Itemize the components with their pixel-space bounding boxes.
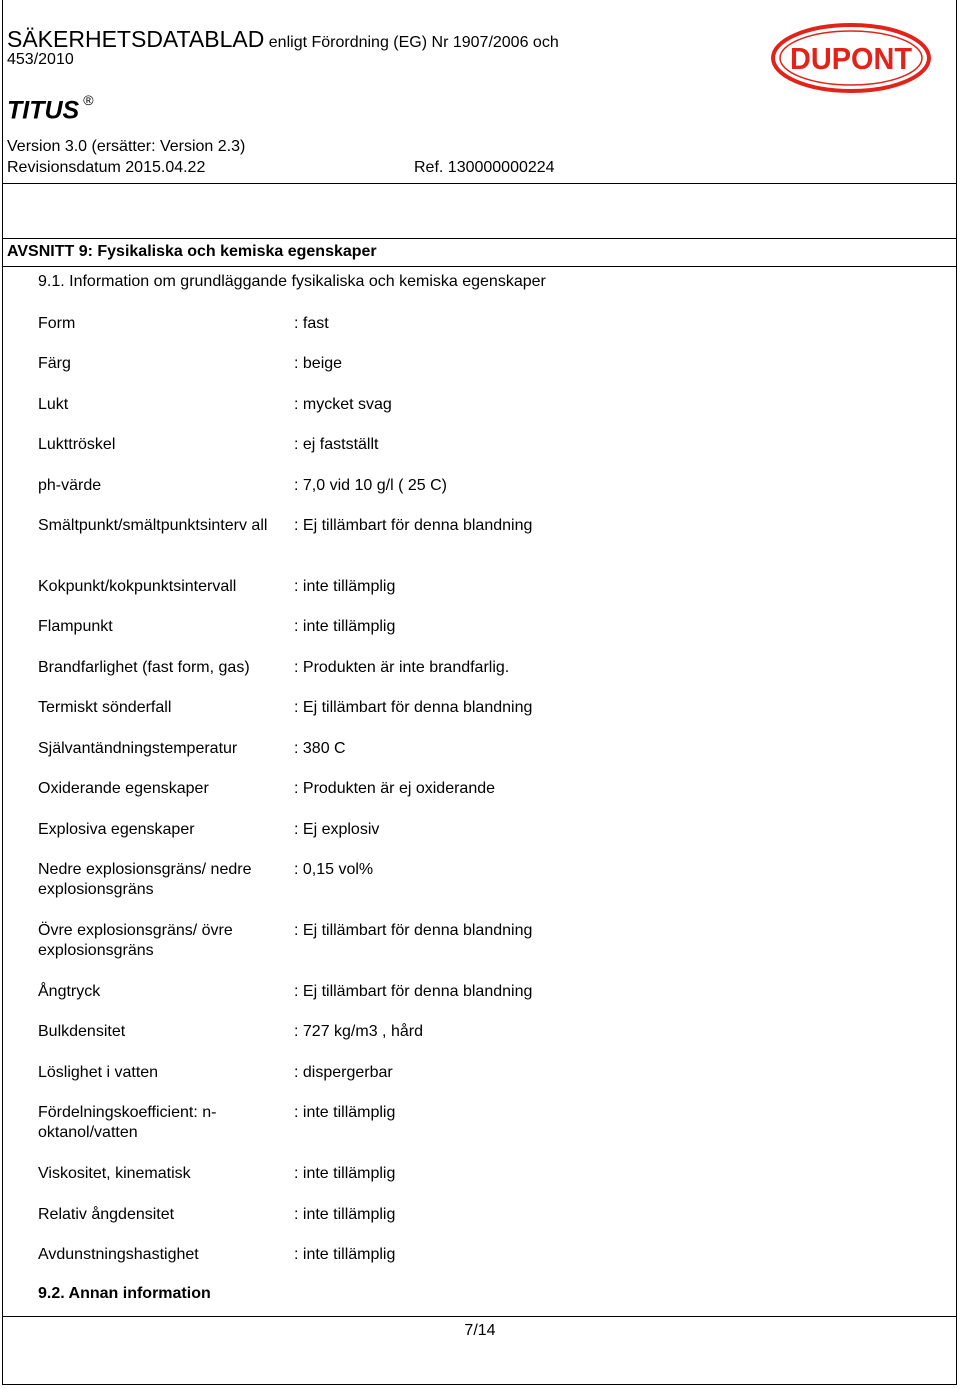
property-value: : Ej tillämbart för denna blandning bbox=[294, 922, 533, 939]
property-value: : 380 C bbox=[294, 740, 346, 757]
dupont-logo bbox=[770, 22, 932, 94]
property-label: Nedre explosionsgräns/ nedre explosionsgräns bbox=[38, 861, 252, 898]
property-value: : Ej tillämbart för denna blandning bbox=[294, 699, 533, 716]
property-label: Explosiva egenskaper bbox=[38, 821, 195, 838]
property-value: : ej fastställt bbox=[294, 436, 379, 453]
version-info: Version 3.0 (ersätter: Version 2.3) bbox=[7, 138, 246, 155]
property-label: Kokpunkt/kokpunktsintervall bbox=[38, 578, 237, 595]
property-value: : inte tillämplig bbox=[294, 1246, 396, 1263]
revision-date: Revisionsdatum 2015.04.22 bbox=[7, 159, 206, 176]
subsection-heading: 9.1. Information om grundläggande fysikaliska och kemiska egenskaper bbox=[38, 273, 546, 290]
property-label: Lukt bbox=[38, 396, 69, 413]
property-value: : Produkten är ej oxiderande bbox=[294, 780, 496, 797]
title-regulation-line2: 453/2010 bbox=[7, 51, 74, 68]
property-value: : inte tillämplig bbox=[294, 1104, 396, 1121]
property-label: ph-värde bbox=[38, 477, 102, 494]
property-label: Ångtryck bbox=[38, 983, 101, 1000]
property-label: Brandfarlighet (fast form, gas) bbox=[38, 659, 250, 676]
property-label: Form bbox=[38, 315, 76, 332]
property-value: : dispergerbar bbox=[294, 1064, 393, 1081]
section-heading: AVSNITT 9: Fysikaliska och kemiska egenskaper bbox=[7, 243, 377, 260]
reference-number: Ref. 130000000224 bbox=[414, 159, 555, 176]
page-number: 7/14 bbox=[464, 1322, 496, 1339]
section-divider bbox=[2, 238, 957, 239]
header-divider bbox=[2, 183, 957, 184]
property-label: Termiskt sönderfall bbox=[38, 699, 172, 716]
property-value: : 727 kg/m3 , hård bbox=[294, 1023, 423, 1040]
product-name: TITUS ® bbox=[7, 92, 94, 125]
property-label: Viskositet, kinematisk bbox=[38, 1165, 191, 1182]
property-label: Oxiderande egenskaper bbox=[38, 780, 209, 797]
property-value: : inte tillämplig bbox=[294, 1206, 396, 1223]
property-value: : 7,0 vid 10 g/l ( 25 C) bbox=[294, 477, 447, 494]
property-label: Fördelningskoefficient: n-oktanol/vatten bbox=[38, 1104, 217, 1141]
footer-divider bbox=[2, 1316, 957, 1317]
property-label: Övre explosionsgräns/ övre explosionsgräns bbox=[38, 922, 233, 959]
property-value: : mycket svag bbox=[294, 396, 392, 413]
property-value: : fast bbox=[294, 315, 329, 332]
property-label: Flampunkt bbox=[38, 618, 113, 635]
property-label: Smältpunkt/smältpunktsinterv all bbox=[38, 517, 268, 534]
property-label: Bulkdensitet bbox=[38, 1023, 126, 1040]
property-value: : inte tillämplig bbox=[294, 578, 396, 595]
property-value: : beige bbox=[294, 355, 343, 372]
svg-text:DUPONT: DUPONT bbox=[790, 41, 913, 76]
title-regulation: enligt Förordning (EG) Nr 1907/2006 och bbox=[268, 34, 559, 51]
property-value: : inte tillämplig bbox=[294, 618, 396, 635]
property-value: : Ej tillämbart för denna blandning bbox=[294, 517, 533, 534]
registered-mark: ® bbox=[83, 92, 94, 108]
property-value: : inte tillämplig bbox=[294, 1165, 396, 1182]
property-label: Självantändningstemperatur bbox=[38, 740, 238, 757]
property-value: : 0,15 vol% bbox=[294, 861, 374, 878]
property-label: Lukttröskel bbox=[38, 436, 116, 453]
property-value: : Ej tillämbart för denna blandning bbox=[294, 983, 533, 1000]
property-label: Avdunstningshastighet bbox=[38, 1246, 199, 1263]
section-divider-2 bbox=[2, 266, 957, 267]
property-label: Relativ ångdensitet bbox=[38, 1206, 175, 1223]
property-value: : Ej explosiv bbox=[294, 821, 380, 838]
property-label: Löslighet i vatten bbox=[38, 1064, 159, 1081]
property-label: Färg bbox=[38, 355, 71, 372]
other-information-heading: 9.2. Annan information bbox=[38, 1285, 211, 1302]
title-main: SÄKERHETSDATABLAD bbox=[7, 26, 265, 52]
document-title bbox=[7, 26, 559, 53]
property-value: : Produkten är inte brandfarlig. bbox=[294, 659, 510, 676]
